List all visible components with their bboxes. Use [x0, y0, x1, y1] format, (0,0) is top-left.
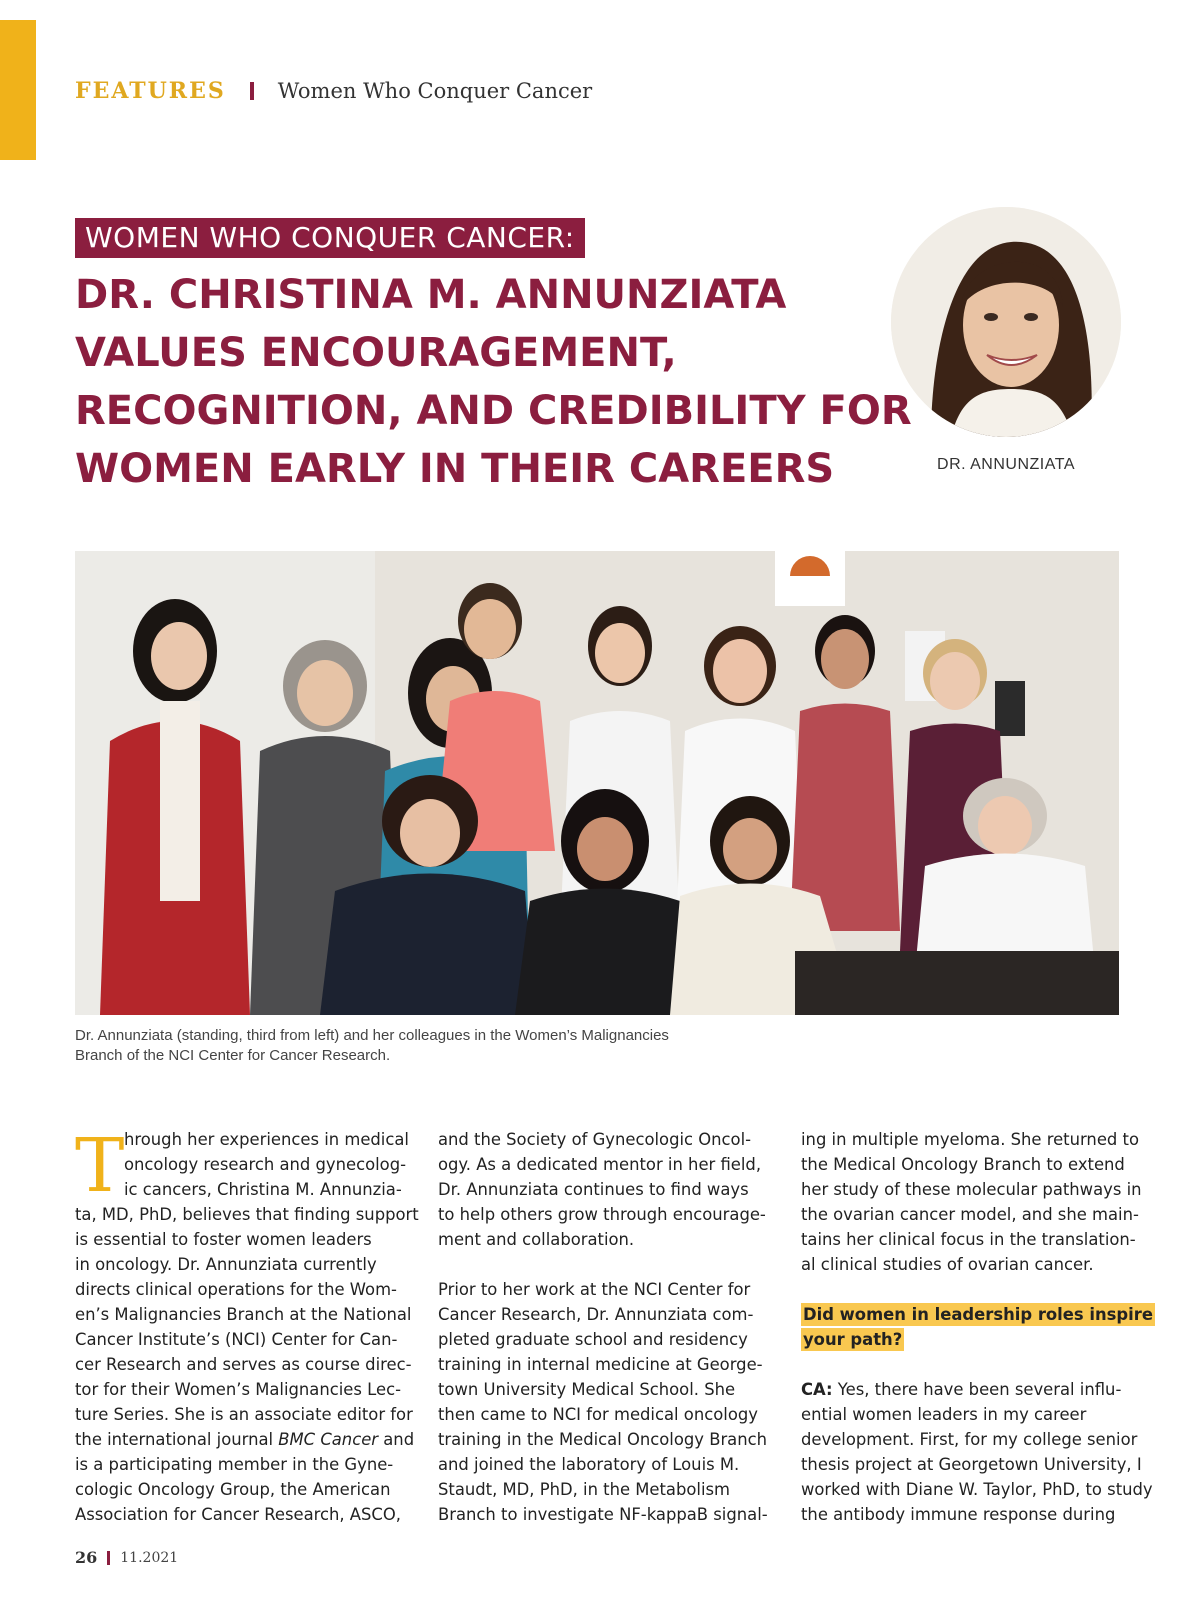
headline-line: RECOGNITION, AND CREDIBILITY FOR — [75, 388, 912, 434]
interview-answer — [801, 1377, 1153, 1527]
body-line: cer Research and serves as course direc- — [75, 1355, 412, 1374]
answer-label: CA: — [801, 1380, 833, 1399]
body-line: town University Medical School. She — [438, 1380, 736, 1399]
page-footer — [75, 1548, 178, 1567]
body-line: in oncology. Dr. Annunziata currently — [75, 1255, 377, 1274]
article-kicker: WOMEN WHO CONQUER CANCER: — [75, 218, 585, 258]
body-line: and the Society of Gynecologic Oncol- — [438, 1130, 752, 1149]
article-headline — [75, 266, 912, 498]
page-number: 26 — [75, 1548, 98, 1567]
body-line: cologic Oncology Group, the American — [75, 1480, 391, 1499]
drop-cap: T — [75, 1123, 125, 1209]
body-line: pleted graduate school and residency — [438, 1330, 748, 1349]
body-line: Cancer Research, Dr. Annunziata com- — [438, 1305, 754, 1324]
body-line: ing in multiple myeloma. She returned to — [801, 1130, 1139, 1149]
body-column-2 — [438, 1127, 780, 1527]
body-line — [75, 1427, 417, 1452]
body-line: ta, MD, PhD, believes that finding support — [75, 1205, 419, 1224]
body-line: is a participating member in the Gyne- — [75, 1455, 394, 1474]
body-line: Cancer Institute’s (NCI) Center for Can- — [75, 1330, 398, 1349]
paragraph — [438, 1127, 780, 1252]
body-line: and joined the laboratory of Louis M. — [438, 1455, 740, 1474]
portrait-photo — [891, 207, 1121, 437]
first-paragraph — [75, 1123, 419, 1527]
paragraph — [801, 1127, 1143, 1277]
paragraph — [438, 1277, 780, 1527]
headline-line: WOMEN EARLY IN THEIR CAREERS — [75, 446, 835, 492]
body-line: ic cancers, Christina M. Annunzia- — [124, 1180, 402, 1199]
body-column-1 — [75, 1123, 419, 1527]
body-line: her study of these molecular pathways in — [801, 1180, 1142, 1199]
journal-name: BMC Cancer — [278, 1430, 379, 1449]
section-header — [75, 76, 592, 106]
body-line: worked with Diane W. Taylor, PhD, to study — [801, 1480, 1153, 1499]
body-line — [801, 1377, 1143, 1402]
footer-divider — [107, 1551, 110, 1565]
body-line: ture Series. She is an associate editor for — [75, 1405, 413, 1424]
photo-caption-line: Branch of the NCI Center for Cancer Research. — [75, 1047, 391, 1064]
body-line: then came to NCI for medical oncology — [438, 1405, 758, 1424]
body-line: thesis project at Georgetown University, I — [801, 1455, 1142, 1474]
body-line: Dr. Annunziata continues to find ways — [438, 1180, 749, 1199]
portrait-illustration — [891, 207, 1121, 437]
body-column-3 — [801, 1127, 1153, 1527]
group-photo-illustration — [75, 551, 1119, 1015]
body-line: tains her clinical focus in the translation- — [801, 1230, 1136, 1249]
headline-line: DR. CHRISTINA M. ANNUNZIATA — [75, 272, 787, 318]
body-line: Staudt, MD, PhD, in the Metabolism — [438, 1480, 731, 1499]
accent-bar — [0, 20, 36, 160]
body-line: Association for Cancer Research, ASCO, — [75, 1505, 401, 1524]
body-line: Prior to her work at the NCI Center for — [438, 1280, 751, 1299]
body-line: oncology research and gynecolog- — [124, 1155, 407, 1174]
body-line: ogy. As a dedicated mentor in her field, — [438, 1155, 762, 1174]
body-line: hrough her experiences in medical — [124, 1130, 409, 1149]
group-photo — [75, 551, 1119, 1015]
body-line: ential women leaders in my career — [801, 1405, 1087, 1424]
section-subtitle: Women Who Conquer Cancer — [277, 79, 593, 103]
body-line: al clinical studies of ovarian cancer. — [801, 1255, 1094, 1274]
issue-date: 11.2021 — [120, 1549, 179, 1566]
interview-question — [801, 1302, 1153, 1352]
body-line: to help others grow through encourage- — [438, 1205, 766, 1224]
body-line: tor for their Women’s Malignancies Lec- — [75, 1380, 401, 1399]
body-line: directs clinical operations for the Wom- — [75, 1280, 397, 1299]
portrait-caption: DR. ANNUNZIATA — [937, 456, 1075, 473]
body-line: training in the Medical Oncology Branch — [438, 1430, 768, 1449]
body-line: ment and collaboration. — [438, 1230, 635, 1249]
body-line: the ovarian cancer model, and she main- — [801, 1205, 1139, 1224]
body-line: the Medical Oncology Branch to extend — [801, 1155, 1125, 1174]
body-line: the antibody immune response during — [801, 1505, 1116, 1524]
journal-text-pre: the international journal — [75, 1430, 279, 1449]
question-line: your path? — [803, 1330, 903, 1349]
body-line: Branch to investigate NF-kappaB signal- — [438, 1505, 768, 1524]
headline-line: VALUES ENCOURAGEMENT, — [75, 330, 677, 376]
body-line: development. First, for my college senior — [801, 1430, 1138, 1449]
photo-caption-line: Dr. Annunziata (standing, third from left) and her colleagues in the Women’s Malignancies — [75, 1027, 669, 1044]
body-line: is essential to foster women leaders — [75, 1230, 372, 1249]
journal-text-post: and — [378, 1430, 415, 1449]
header-divider — [250, 82, 254, 100]
photo-caption — [75, 1026, 775, 1066]
body-line: en’s Malignancies Branch at the National — [75, 1305, 412, 1324]
question-line: Did women in leadership roles inspire — [803, 1305, 1153, 1324]
section-label: FEATURES — [75, 78, 226, 104]
body-line: training in internal medicine at George- — [438, 1355, 763, 1374]
answer-text: Yes, there have been several influ- — [832, 1380, 1122, 1399]
